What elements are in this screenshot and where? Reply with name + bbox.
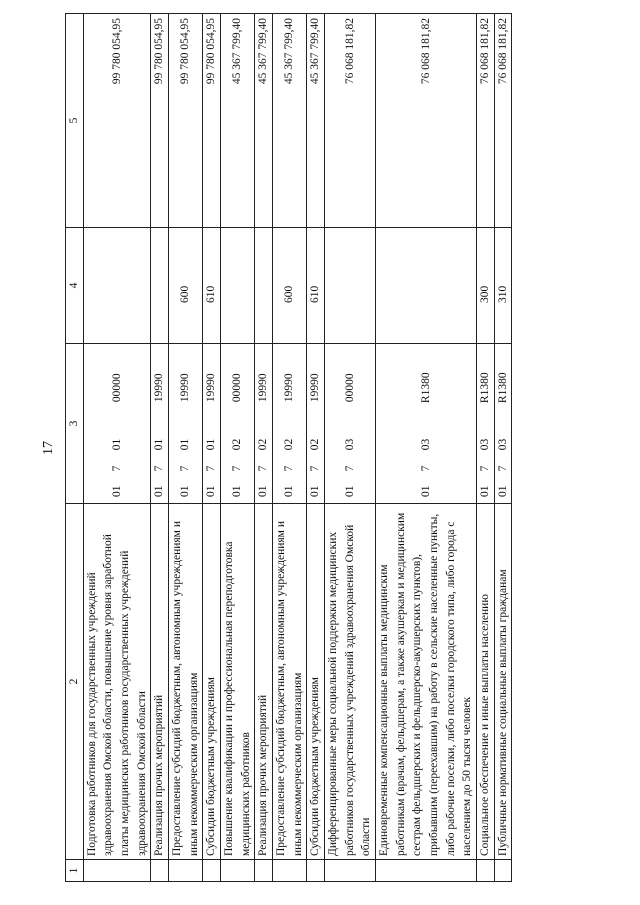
code-part-1: 01 (203, 480, 221, 504)
row-index-cell (494, 860, 512, 882)
code-part-4: 19990 (255, 343, 273, 431)
amount-cell: 99 780 054,95 (203, 13, 221, 227)
row-index-cell (307, 860, 325, 882)
row-name-cell: Субсидии бюджетным учреждениям (307, 504, 325, 860)
amount-cell: 45 367 799,40 (255, 13, 273, 227)
table-row (255, 13, 273, 881)
row-name-cell: Единовременные компенсационные выплаты медицинским работникам (врачам, фельдшерам, а также акушеркам и медицинским сестрам фельдшерских и фельдшерско-акушерских пунктов), прибывшим (переехавшим) на работу в сельские населенные пункты, либо рабочие поселки, либо поселки городского типа, либо города с населением до 50 тысяч человек (376, 504, 477, 860)
code-part-2: 7 (325, 458, 376, 480)
code-part-3: 03 (376, 432, 477, 458)
expense-type-cell: 610 (203, 227, 221, 343)
expense-type-cell: 310 (494, 227, 512, 343)
code-part-2: 7 (273, 458, 307, 480)
amount-cell: 45 367 799,40 (221, 13, 255, 227)
code-part-2: 7 (151, 458, 169, 480)
code-part-3: 03 (325, 432, 376, 458)
code-part-4: 00000 (221, 343, 255, 431)
table-row (273, 13, 307, 881)
row-index-cell (273, 860, 307, 882)
code-part-4: 19990 (203, 343, 221, 431)
code-part-1: 01 (255, 480, 273, 504)
code-part-1: 01 (477, 480, 495, 504)
amount-cell: 45 367 799,40 (307, 13, 325, 227)
table-row (203, 13, 221, 881)
code-part-2: 7 (203, 458, 221, 480)
code-part-4: 00000 (325, 343, 376, 431)
code-part-1: 01 (221, 480, 255, 504)
row-index-cell (221, 860, 255, 882)
code-part-3: 02 (255, 432, 273, 458)
expense-type-cell (255, 227, 273, 343)
expense-type-cell: 600 (273, 227, 307, 343)
row-index-cell (151, 860, 169, 882)
expense-type-cell (83, 227, 151, 343)
code-part-4: 19990 (307, 343, 325, 431)
code-part-3: 01 (83, 432, 151, 458)
row-name-cell: Социальное обеспечение и иные выплаты населению (477, 504, 495, 860)
code-part-1: 01 (83, 480, 151, 504)
row-name-cell: Реализация прочих мероприятий (151, 504, 169, 860)
row-name-cell: Повышение квалификации и профессиональная переподготовка медицинских работников (221, 504, 255, 860)
code-part-1: 01 (376, 480, 477, 504)
code-part-3: 02 (273, 432, 307, 458)
amount-cell: 76 068 181,82 (376, 13, 477, 227)
table-row (477, 13, 495, 881)
code-part-4: 19990 (151, 343, 169, 431)
row-name-cell: Подготовка работников для государственных учреждений здравоохранения Омской области, повышение уровня заработной платы медицинских работников государственных учреждений здравоохранения Омской области (83, 504, 151, 860)
row-index-cell (169, 860, 203, 882)
code-part-1: 01 (169, 480, 203, 504)
code-part-2: 7 (255, 458, 273, 480)
header-cell-5: 5 (66, 13, 84, 227)
table-row (221, 13, 255, 881)
code-part-4: R1380 (376, 343, 477, 431)
row-name-cell: Предоставление субсидий бюджетным, автономным учреждениям и иным некоммерческим организациям (169, 504, 203, 860)
expense-type-cell: 300 (477, 227, 495, 343)
expense-type-cell: 600 (169, 227, 203, 343)
row-index-cell (83, 860, 151, 882)
code-part-2: 7 (307, 458, 325, 480)
code-part-4: 00000 (83, 343, 151, 431)
row-index-cell (255, 860, 273, 882)
table-row (494, 13, 512, 881)
code-part-1: 01 (307, 480, 325, 504)
code-part-3: 01 (203, 432, 221, 458)
code-part-1: 01 (151, 480, 169, 504)
page-number: 17 (41, 441, 56, 455)
code-part-2: 7 (494, 458, 512, 480)
code-part-1: 01 (494, 480, 512, 504)
expense-type-cell (325, 227, 376, 343)
code-part-3: 03 (494, 432, 512, 458)
table-row (169, 13, 203, 881)
code-part-2: 7 (477, 458, 495, 480)
code-part-3: 02 (221, 432, 255, 458)
table-row (151, 13, 169, 881)
table-row (325, 13, 376, 881)
code-part-1: 01 (325, 480, 376, 504)
row-index-cell (477, 860, 495, 882)
code-part-2: 7 (221, 458, 255, 480)
code-part-3: 01 (169, 432, 203, 458)
code-part-4: 19990 (169, 343, 203, 431)
header-cell-3: 3 (66, 343, 84, 503)
table-row (307, 13, 325, 881)
row-name-cell: Субсидии бюджетным учреждениям (203, 504, 221, 860)
amount-cell: 99 780 054,95 (151, 13, 169, 227)
expense-type-cell (151, 227, 169, 343)
row-index-cell (376, 860, 477, 882)
expense-type-cell (221, 227, 255, 343)
amount-cell: 99 780 054,95 (83, 13, 151, 227)
code-part-4: 19990 (273, 343, 307, 431)
table-body (66, 13, 512, 881)
amount-cell: 45 367 799,40 (273, 13, 307, 227)
header-cell-4: 4 (66, 227, 84, 343)
code-part-2: 7 (169, 458, 203, 480)
expense-type-cell: 610 (307, 227, 325, 343)
code-part-4: R1380 (494, 343, 512, 431)
header-cell-2: 2 (66, 504, 84, 860)
row-name-cell: Дифференцированные меры социальной поддержки медицинских работников государственных учреждений здравоохранения Омской области (325, 504, 376, 860)
code-part-2: 7 (83, 458, 151, 480)
budget-table (65, 13, 512, 882)
amount-cell: 76 068 181,82 (494, 13, 512, 227)
row-index-cell (325, 860, 376, 882)
code-part-1: 01 (273, 480, 307, 504)
row-index-cell (203, 860, 221, 882)
amount-cell: 76 068 181,82 (477, 13, 495, 227)
code-part-3: 03 (477, 432, 495, 458)
row-name-cell: Предоставление субсидий бюджетным, автономным учреждениям и иным некоммерческим организациям (273, 504, 307, 860)
code-part-2: 7 (376, 458, 477, 480)
amount-cell: 99 780 054,95 (169, 13, 203, 227)
expense-type-cell (376, 227, 477, 343)
code-part-4: R1380 (477, 343, 495, 431)
row-name-cell: Публичные нормативные социальные выплаты гражданам (494, 504, 512, 860)
amount-cell: 76 068 181,82 (325, 13, 376, 227)
table-row (83, 13, 151, 881)
header-cell-1: 1 (66, 860, 84, 882)
header-row (66, 13, 84, 881)
row-name-cell: Реализация прочих мероприятий (255, 504, 273, 860)
code-part-3: 01 (151, 432, 169, 458)
table-row (376, 13, 477, 881)
rotated-page (65, 0, 555, 900)
code-part-3: 02 (307, 432, 325, 458)
